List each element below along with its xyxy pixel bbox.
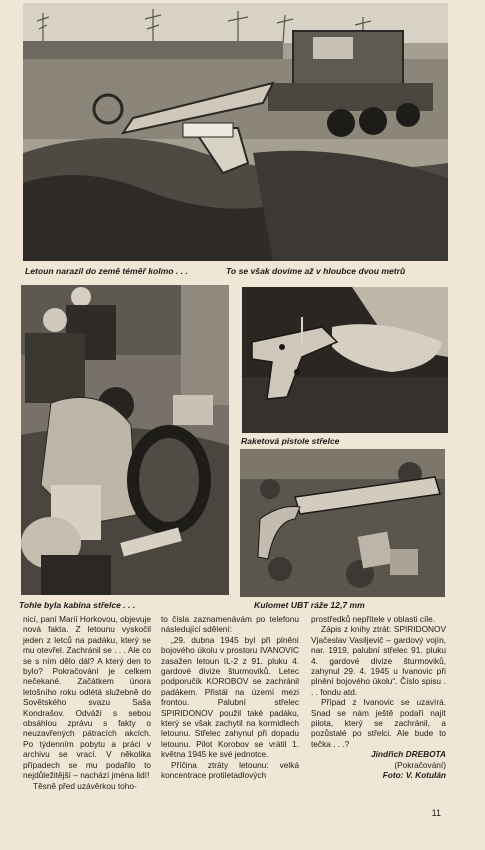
caption-cabin: Tohle byla kabina střelce . . . <box>19 600 136 610</box>
article-paragraph: nicí, paní Marií Horkovou, objevuje nová fakta. Z letounu vyskočil jeden z letců na padáku, který se mu otevřel. Zachránil se . . . Ale co se s ním dělo dál? A který den to bylo? Pokračování je celkem nečekané. Začátkem února letošního roku odlétá služebně do Sovětského svazu Saša Kondrašov. Odváží s sebou obsáhlou zprávu s fakty o neuzavřených pátracích akcích. Po týdenním pobytu a práci v archivu se vrací. V několika případech se mu podařilo to nejdůležitější – nachází jména lidí! <box>23 614 151 781</box>
article-column-2 <box>161 614 299 804</box>
article-column-1 <box>23 614 151 804</box>
article-column-3 <box>311 614 446 804</box>
author-name: Jindřich DREBOTA <box>371 749 446 760</box>
page-number: 11 <box>431 808 441 818</box>
article-paragraph: Případ z Ivanovic se uzavírá. Snad se nám ještě podaří najít pilota, který se zachránil, a pozůstalé po střelci. Ale bude to tečka . . .? <box>311 697 446 749</box>
photo-flare-pistol <box>242 287 448 433</box>
continued-note: (Pokračování) <box>394 759 446 770</box>
photo-cabin-inspection <box>21 285 229 595</box>
caption-depth: To se však dovíme až v hloubce dvou metrů <box>226 266 406 276</box>
article-paragraph: „29. dubna 1945 byl při plnění bojového úkolu v prostoru IVANOVIC zasažen letoun IL-2 z 91. pluku 4. gardové divize šturmoviků. Letec podporučík KOROBOV se zachránil padákem. Přistál na území mezi frontou. Palubní střelec SPIRIDONOV použil také padáku, který se však zachytil na kormidlech letounu. Střelec zahynul při dopadu letounu. Pilot Korobov se vrátil 1. května 1945 ke své jednotce. <box>161 634 299 760</box>
article-paragraph: Těsně před uzávěrkou toho- <box>33 780 137 791</box>
photo-credit: Foto: V. Kotulán <box>382 770 446 781</box>
article-paragraph: prostředků nepřítele v oblasti cíle. <box>311 614 436 624</box>
article-paragraph: Příčina ztráty letounu: velká koncentrace protiletadlových <box>161 759 299 781</box>
caption-crash: Letoun narazil do země téměř kolmo . . . <box>25 266 188 276</box>
caption-machine-gun: Kulomet UBT ráže 12,7 mm <box>254 600 365 610</box>
article-paragraph: to čísla zaznamenávám po telefonu následující sdělení: <box>161 614 299 635</box>
photo-machine-gun <box>240 449 445 597</box>
article-paragraph: Zápis z knihy ztrát: SPIRIDONOV Vjačeslav Vasiljevič – gardový vojín, nar. 1919, palubní střelec 91. pluku 4. gardové divize šturmoviků, zahynul 29. 4. 1945 u Ivanovic při plnění bojového úkolu“. Číslo spisu . . . fondu atd. <box>311 624 446 697</box>
caption-flare-pistol: Raketová pistole střelce <box>241 436 340 446</box>
photo-crane-excavation <box>23 3 448 261</box>
